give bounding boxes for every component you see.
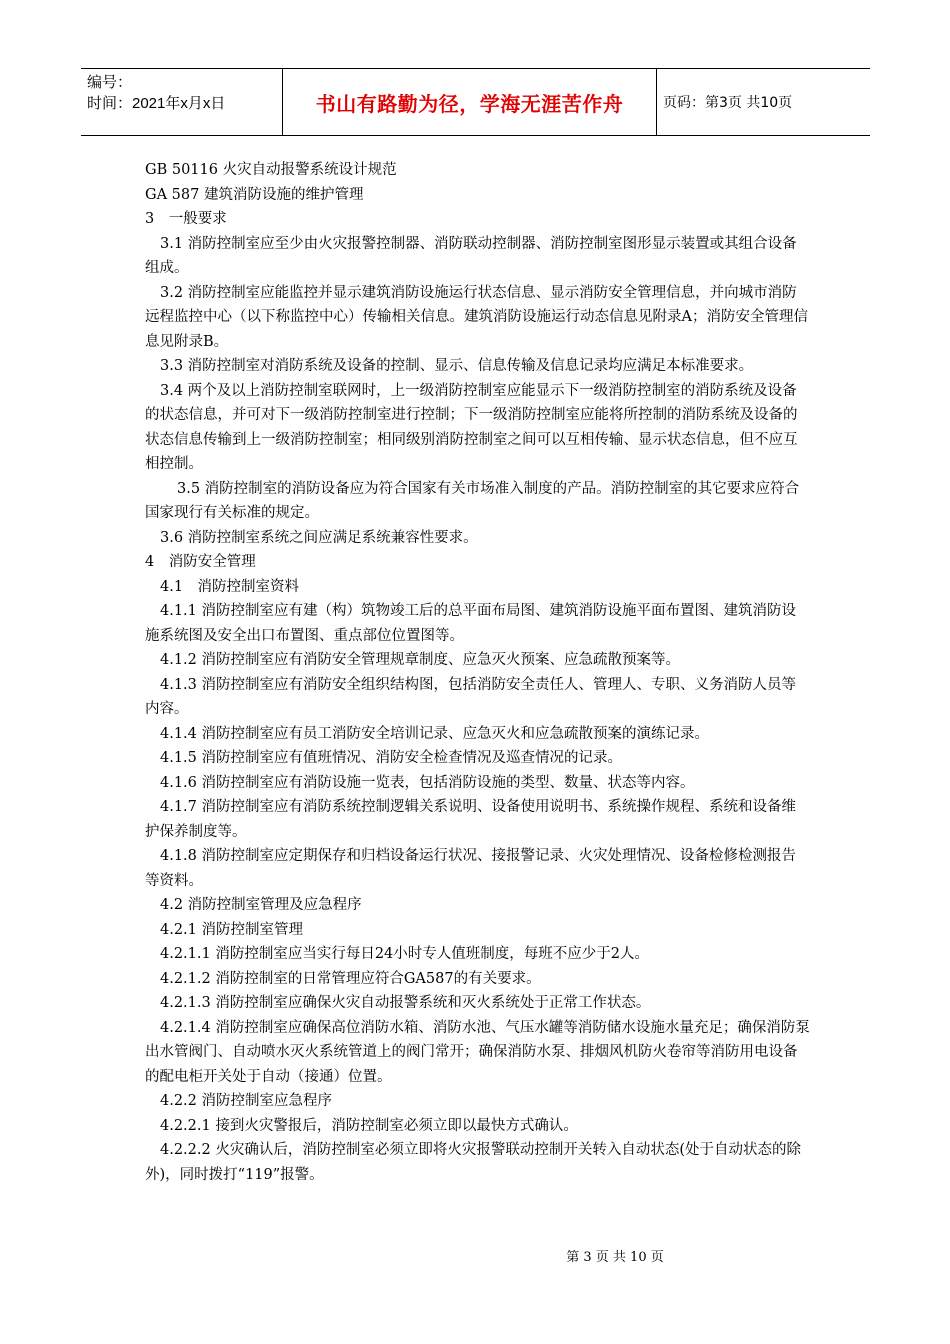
body-paragraph: 4.1.7 消防控制室应有消防系统控制逻辑关系说明、设备使用说明书、系统操作规程、系统和设备维护保养制度等。: [145, 799, 796, 840]
body-paragraph: 4 消防安全管理: [145, 554, 256, 570]
document-date: 时间：2021年x月x日: [87, 95, 226, 112]
body-paragraph: 4.2.2.1 接到火灾警报后，消防控制室必须立即以最快方式确认。: [160, 1117, 578, 1134]
body-paragraph: 4.2 消防控制室管理及应急程序: [160, 897, 362, 913]
body-paragraph: 4.1.4 消防控制室应有员工消防安全培训记录、应急灭火和应急疏散预案的演练记录。: [160, 725, 710, 742]
body-paragraph: 3.1 消防控制室应至少由火灾报警控制器、消防联动控制器、消防控制室图形显示装置或其组合设备组成。: [145, 235, 797, 276]
body-paragraph: GB 50116 火灾自动报警系统设计规范: [145, 162, 397, 178]
body-paragraph: 4.1.3 消防控制室应有消防安全组织结构图，包括消防安全责任人、管理人、专职、义务消防人员等内容。: [145, 676, 796, 717]
document-body: [145, 158, 810, 1187]
header-motto: 书山有路勤为径，学海无涯苦作舟: [283, 69, 657, 135]
body-paragraph: 4.2.1.1 消防控制室应当实行每日24小时专人值班制度，每班不应少于2人。: [160, 946, 650, 962]
body-paragraph: 4.2.1.3 消防控制室应确保火灾自动报警系统和灭火系统处于正常工作状态。: [160, 995, 651, 1011]
body-paragraph: 4.2.1.4 消防控制室应确保高位消防水箱、消防水池、气压水罐等消防储水设施水量充足；确保消防泵出水管阀门、自动喷水灭火系统管道上的阀门常开；确保消防水泵、排烟风机防火卷帘等消防用电设备的配电柜开关处于自动（接通）位置。: [145, 1019, 810, 1085]
body-paragraph: 4.2.1.2 消防控制室的日常管理应符合GA587的有关要求。: [160, 970, 541, 987]
body-paragraph: 4.1.2 消防控制室应有消防安全管理规章制度、应急灭火预案、应急疏散预案等。: [160, 652, 681, 668]
body-paragraph: 4.2.2 消防控制室应急程序: [160, 1093, 333, 1109]
body-paragraph: 3.5 消防控制室的消防设备应为符合国家有关市场准入制度的产品。消防控制室的其它要求应符合国家现行有关标准的规定。: [145, 480, 800, 521]
page-header: [81, 68, 870, 136]
body-paragraph: 3 一般要求: [145, 211, 227, 227]
body-paragraph: GA 587 建筑消防设施的维护管理: [145, 186, 364, 203]
body-paragraph: 4.1.5 消防控制室应有值班情况、消防安全检查情况及巡查情况的记录。: [160, 750, 623, 766]
body-paragraph: 4.1.6 消防控制室应有消防设施一览表，包括消防设施的类型、数量、状态等内容。: [160, 774, 695, 791]
body-paragraph: 3.3 消防控制室对消防系统及设备的控制、显示、信息传输及信息记录均应满足本标准要求。: [160, 358, 754, 374]
header-page-info: 页码：第3页 共10页: [663, 95, 793, 111]
page-footer: 第 3 页 共 10 页: [566, 1250, 664, 1265]
header-meta: [81, 69, 283, 135]
body-paragraph: 3.2 消防控制室应能监控并显示建筑消防设施运行状态信息、显示消防安全管理信息，并向城市消防远程监控中心（以下称监控中心）传输相关信息。建筑消防设施运行动态信息见附录A；消防安全管理信息见附录B。: [145, 284, 808, 350]
body-paragraph: 3.4 两个及以上消防控制室联网时，上一级消防控制室应能显示下一级消防控制室的消防系统及设备的状态信息，并可对下一级消防控制室进行控制；下一级消防控制室应能将所控制的消防系统及设备的状态信息传输到上一级消防控制室；相同级别消防控制室之间可以互相传输、显示状态信息，但不应互相控制。: [145, 382, 798, 472]
body-paragraph: 4.2.2.2 火灾确认后，消防控制室必须立即将火灾报警联动控制开关转入自动状态(处于自动状态的除外)，同时拨打“119”报警。: [145, 1142, 801, 1183]
body-paragraph: 4.1.1 消防控制室应有建（构）筑物竣工后的总平面布局图、建筑消防设施平面布置图、建筑消防设施系统图及安全出口布置图、重点部位位置图等。: [145, 603, 796, 644]
body-paragraph: 4.1.8 消防控制室应定期保存和归档设备运行状况、接报警记录、火灾处理情况、设备检修检测报告等资料。: [145, 848, 796, 889]
body-paragraph: 4.2.1 消防控制室管理: [160, 921, 304, 938]
body-paragraph: 3.6 消防控制室系统之间应满足系统兼容性要求。: [160, 529, 478, 546]
body-paragraph: 4.1 消防控制室资料: [160, 578, 300, 595]
document-number-label: 编号：: [87, 74, 133, 91]
